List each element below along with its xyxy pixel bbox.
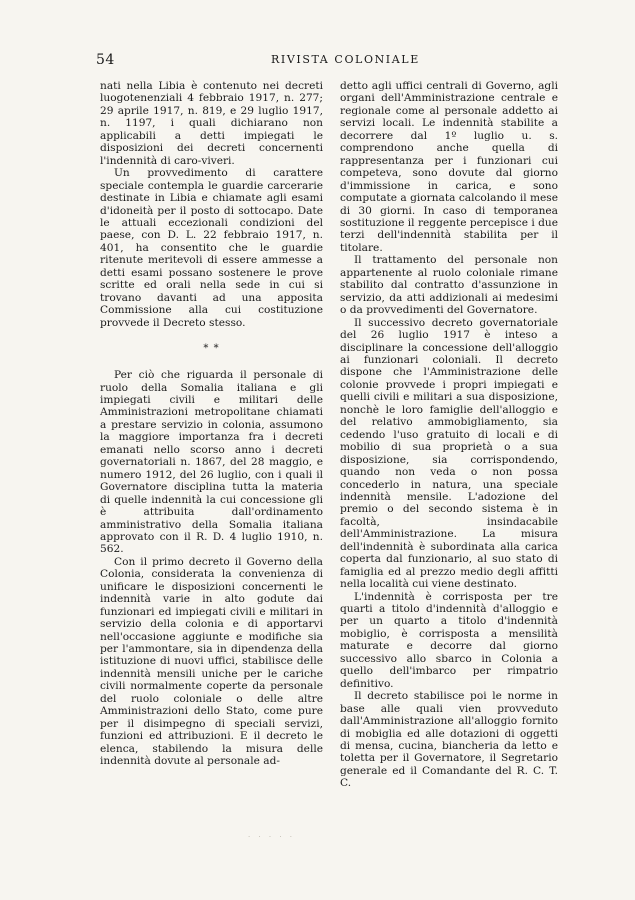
right-paragraph-3: Il successivo decreto governatoriale del 26 luglio 1917 è inteso a disciplinare la concessione dell'alloggio ai funzionari coloniali. Il decreto dispone che l'Amministrazione delle colonie provvede i propri impiegati e quelli civili e militari a sua disposizione, nonchè le loro famiglie dell'alloggio e del relativo ammobigliamento, sia cedendo l'uso gratuito di locali e di mobilio di sua proprietà o a sua disposizione, sia corrispondendo, quando non veda o non possa concederlo in natura, una speciale indennità mensile. L'adozione del premio o del secondo sistema è in facoltà, insindacabile dell'Amministrazione. La misura dell'indennità è subordinata alla carica coperta dal funzionario, al suo stato di famiglia ed al prezzo medio degli affitti nella località cui viene destinato. — [340, 316, 558, 591]
page-number: 54 — [96, 52, 115, 68]
right-paragraph-4: L'indennità è corrisposta per tre quarti a titolo d'indennità d'alloggio e per un quarto a titolo d'indennità mobiglio, è corrisposta a mensilità maturate e decorre dal giorno successivo allo sbarco in Colonia a quello dell'imbarco per rimpatrio definitivo. — [340, 590, 558, 690]
right-paragraph-2: Il trattamento del personale non appartenente al ruolo coloniale rimane stabilito dal contratto d'assunzione in servizio, da atti addizionali ai medesimi o da provvedimenti del Governatore. — [340, 254, 558, 317]
left-paragraph-4: Con il primo decreto il Governo della Colonia, considerata la convenienza di unificare le disposizioni concernenti le indennità varie in alto godute dai funzionari ed impiegati civili e militari in servizio della colonia e di apportarvi nell'occasione aggiunte e modifiche sia per l'ammontare, sia in dipendenza della istituzione di nuovi uffici, stabilisce delle indennità mensili uniche per le cariche civili normalmente coperte da personale del ruolo coloniale o delle altre Amministrazioni dello Stato, come pure per il disimpegno di speciali servizi, funzioni ed attribuzioni. E il decreto le elenca, stabilendo la misura delle indennità dovute al personale ad- — [100, 555, 323, 768]
left-paragraph-2: Un provvedimento di carattere speciale contempla le guardie carcerarie destinate in Libia e chiamate agli esami d'idoneità per il posto di sottocapo. Date le attuali eccezionali condizioni del paese, con D. L. 22 febbraio 1917, n. 401, ha consentito che le guardie ritenute meritevoli di essere ammesse a detti esami possano sostenere le prove scritte ed orali nella sede in cui si trovano davanti ad una apposita Commissione alla cui costituzione provvede il Decreto stesso. — [100, 167, 323, 329]
left-paragraph-1: nati nella Libia è contenuto nei decreti luogotenenziali 4 febbraio 1917, n. 277; 29 aprile 1917, n. 819, e 29 luglio 1917, n. 1197, i quali dichiarano non applicabili a detti impiegati le disposizioni dei decreti concernenti l'indennità di caro-viveri. — [100, 80, 323, 167]
right-column — [340, 80, 558, 790]
running-title: RIVISTA COLONIALE — [271, 53, 420, 66]
footer-mark: · · · · · — [248, 833, 296, 841]
right-paragraph-5: Il decreto stabilisce poi le norme in base alle quali vien provveduto dall'Amministrazione all'alloggio fornito di mobiglia ed alle dotazioni di oggetti di mensa, cucina, biancheria da letto e toletta per il Governatore, il Segretario generale ed il Comandante del R. C. T. C. — [340, 690, 558, 790]
right-paragraph-1: detto agli uffici centrali di Governo, agli organi dell'Amministrazione centrale e regionale come al personale addetto ai servizi locali. Le indennità stabilite a decorrere dal 1º luglio u. s. comprendono anche quella di rappresentanza per i funzionari cui competeva, sono dovute dal giorno d'immissione in carica, e sono computate a giornata calcolando il mese di 30 giorni. In caso di temporanea sostituzione il reggente percepisce i due terzi dell'indennità stabilita per il titolare. — [340, 80, 558, 254]
section-separator: * * — [203, 343, 220, 355]
page-header — [96, 52, 558, 70]
left-paragraph-3: Per ciò che riguarda il personale di ruolo della Somalia italiana e gli impiegati civili e militari delle Amministrazioni metropolitane chiamati a prestare servizio in colonia, assumono la maggiore importanza fra i decreti emanati nello scorso anno i decreti governatoriali n. 1867, del 28 maggio, e numero 1912, del 26 luglio, con i quali il Governatore disciplina tutta la materia di quelle indennità la cui concessione gli è attribuita dall'ordinamento amministrativo della Somalia italiana approvato con il R. D. 4 luglio 1910, n. 562. — [100, 369, 323, 556]
left-column — [100, 80, 323, 768]
